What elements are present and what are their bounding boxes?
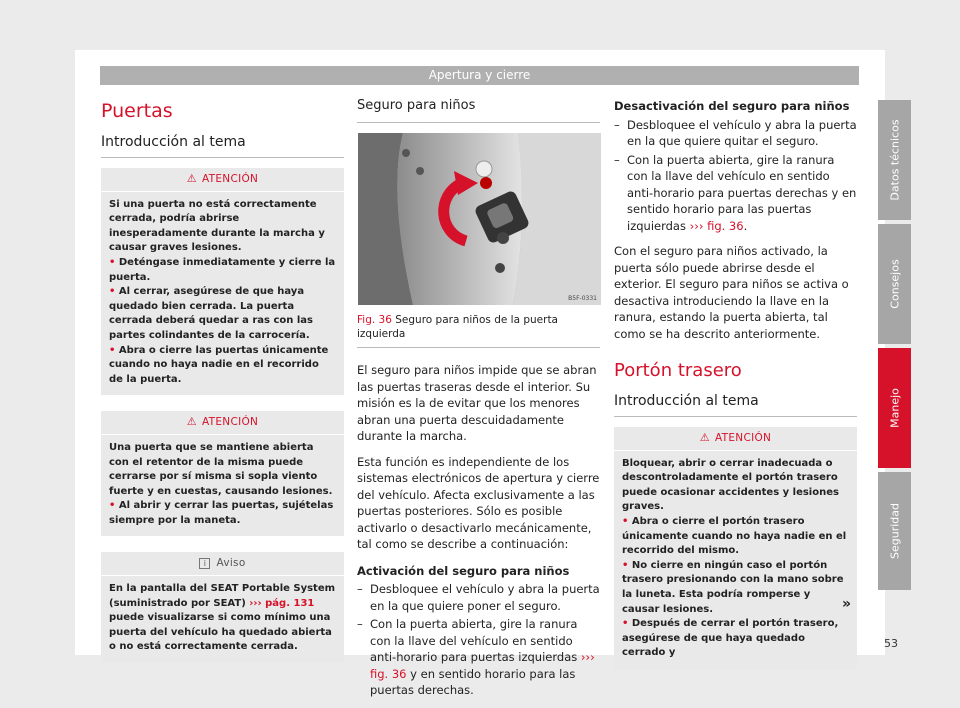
bullet-icon: • <box>109 256 119 268</box>
door-illustration <box>358 133 601 305</box>
tab-datos-tecnicos[interactable]: Datos técnicos <box>878 100 911 220</box>
note-header <box>101 552 344 576</box>
column-left <box>101 96 344 677</box>
topic-heading: Introducción al tema <box>614 393 857 417</box>
warning-label: ATENCIÓN <box>201 173 259 185</box>
reference-arrow: ››› <box>580 650 595 664</box>
subheading-activation: Activación del seguro para niños <box>357 563 570 578</box>
warning-box-3 <box>614 427 857 669</box>
warning-bullet: • Abra o cierre el portón trasero únicamente cuando no haya nadie en el recorrido del mismo. <box>622 515 847 557</box>
figure-label: Fig. 36 <box>357 314 392 326</box>
note-box: i Aviso En la pantalla del SEAT Portable System (suministrado por SEAT) ››› pág. 131 puede visualizarse si como mínimo una puerta del vehículo ha quedado abierta o no está correctamente cerrada. <box>101 552 344 663</box>
bullet-icon: • <box>622 559 632 571</box>
bullet-icon: • <box>109 286 119 298</box>
warning-header <box>614 427 857 451</box>
column-right <box>614 98 857 683</box>
warning-bullet: • No cierre en ningún caso el portón trasero presionando con la mano sobre la luneta. Esta podría romperse y causar lesiones. <box>622 559 844 615</box>
warning-bullet: • Deténgase inmediatamente y cierre la puerta. <box>109 256 336 283</box>
warning-triangle-icon: ⚠ <box>699 431 710 444</box>
note-label: Aviso <box>216 557 246 570</box>
warning-triangle-icon: ⚠ <box>186 172 197 185</box>
activation-list <box>357 581 600 699</box>
tab-manejo[interactable]: Manejo <box>878 348 911 468</box>
warning-box-2 <box>101 411 344 536</box>
warning-bullet: • Al cerrar, asegúrese de que haya quedado bien cerrada. La puerta cerrada deberá quedar a ras con las partes colindantes de la carrocería. <box>109 286 313 341</box>
tab-consejos[interactable]: Consejos <box>878 224 911 344</box>
warning-label: ATENCIÓN <box>714 432 772 444</box>
chapter-header: Apertura y cierre <box>100 66 859 85</box>
list-item: – Con la puerta abierta, gire la ranura con la llave del vehículo en sentido anti-horario para puertas izquierdas ››› fig. 36 y en sentido horario para las puertas derechas. <box>357 617 595 697</box>
info-icon: i <box>199 558 210 569</box>
figure-link[interactable]: fig. 36 <box>707 218 744 233</box>
figure-code: B5F-0331 <box>568 295 597 302</box>
paragraph: El seguro para niños impide que se abran las puertas traseras desde el interior. Su misión es la de evitar que los menores abran una puerta descuidadamente durante la marcha. <box>357 363 597 443</box>
page-link[interactable]: pág. 131 <box>265 597 315 609</box>
warning-text: Si una puerta no está correctamente cerrada, podría abrirse inesperadamente durante la marcha y causar graves lesiones. <box>109 198 325 254</box>
warning-text: Bloquear, abrir o cerrar inadecuada o descontroladamente el portón trasero puede ocasionar accidentes y lesiones graves. <box>622 457 839 513</box>
bullet-icon: • <box>622 618 632 630</box>
reference-arrow: ››› <box>249 597 262 609</box>
figure-child-lock <box>358 133 601 305</box>
list-item: – Desbloquee el vehículo y abra la puerta en la que quiere quitar el seguro. <box>614 117 857 148</box>
warning-header <box>101 411 344 435</box>
section-title-porton: Portón trasero <box>614 360 742 381</box>
topic-heading: Introducción al tema <box>101 134 344 158</box>
paragraph: Esta función es independiente de los sistemas electrónicos de apertura y cierre del vehículo. Afecta exclusivamente a las puertas posteriores. Sólo es posible activarlo o desactivarlo mecánicamente, tal como se describe a continuación: <box>357 454 600 551</box>
warning-triangle-icon: ⚠ <box>186 415 197 429</box>
bullet-icon: • <box>109 344 119 356</box>
list-item: – Con la puerta abierta, gire la ranura con la llave del vehículo en sentido anti-horario para puertas derechas y en sentido horario para las puertas izquierdas ››› fig. 36. <box>614 152 857 233</box>
warning-bullet: • Después de cerrar el portón trasero, asegúrese de que haya quedado cerrado y <box>622 618 839 659</box>
subheading-deactivation: Desactivación del seguro para niños <box>614 99 850 113</box>
bullet-icon: • <box>622 515 632 527</box>
list-item: – Desbloquee el vehículo y abra la puerta en la que quiere poner el seguro. <box>357 582 600 613</box>
warning-text: Una puerta que se mantiene abierta con el retentor de la misma puede cerrarse por sí misma si sopla viento fuerte y en cuestas, causando lesiones. <box>109 441 333 497</box>
continue-icon: » <box>842 596 852 612</box>
warning-bullet: • Al abrir y cerrar las puertas, sujételas siempre por la maneta. <box>109 500 334 526</box>
tab-seguridad[interactable]: Seguridad <box>878 472 911 590</box>
section-title-puertas: Puertas <box>101 100 173 122</box>
warning-box-1 <box>101 168 344 395</box>
topic-heading: Seguro para niños <box>357 98 600 123</box>
warning-label: ATENCIÓN <box>201 416 259 429</box>
page-number: 53 <box>884 637 898 650</box>
bullet-icon: • <box>109 500 119 512</box>
column-middle <box>357 96 600 701</box>
figure-caption: Fig. 36 Seguro para niños de la puerta izquierda <box>357 313 600 348</box>
warning-header <box>101 168 344 192</box>
paragraph: Con el seguro para niños activado, la puerta sólo puede abrirse desde el exterior. El seguro para niños se activa o desactiva introduciendo la llave en la ranura, estando la puerta abierta, tal como se ha descrito anteriormente. <box>614 244 849 341</box>
reference-arrow: ››› <box>689 218 704 233</box>
deactivation-list <box>614 117 857 235</box>
warning-bullet: • Abra o cierre las puertas únicamente cuando no haya nadie en el recorrido de la puerta. <box>109 344 329 385</box>
figure-link[interactable]: fig. 36 <box>370 666 407 681</box>
